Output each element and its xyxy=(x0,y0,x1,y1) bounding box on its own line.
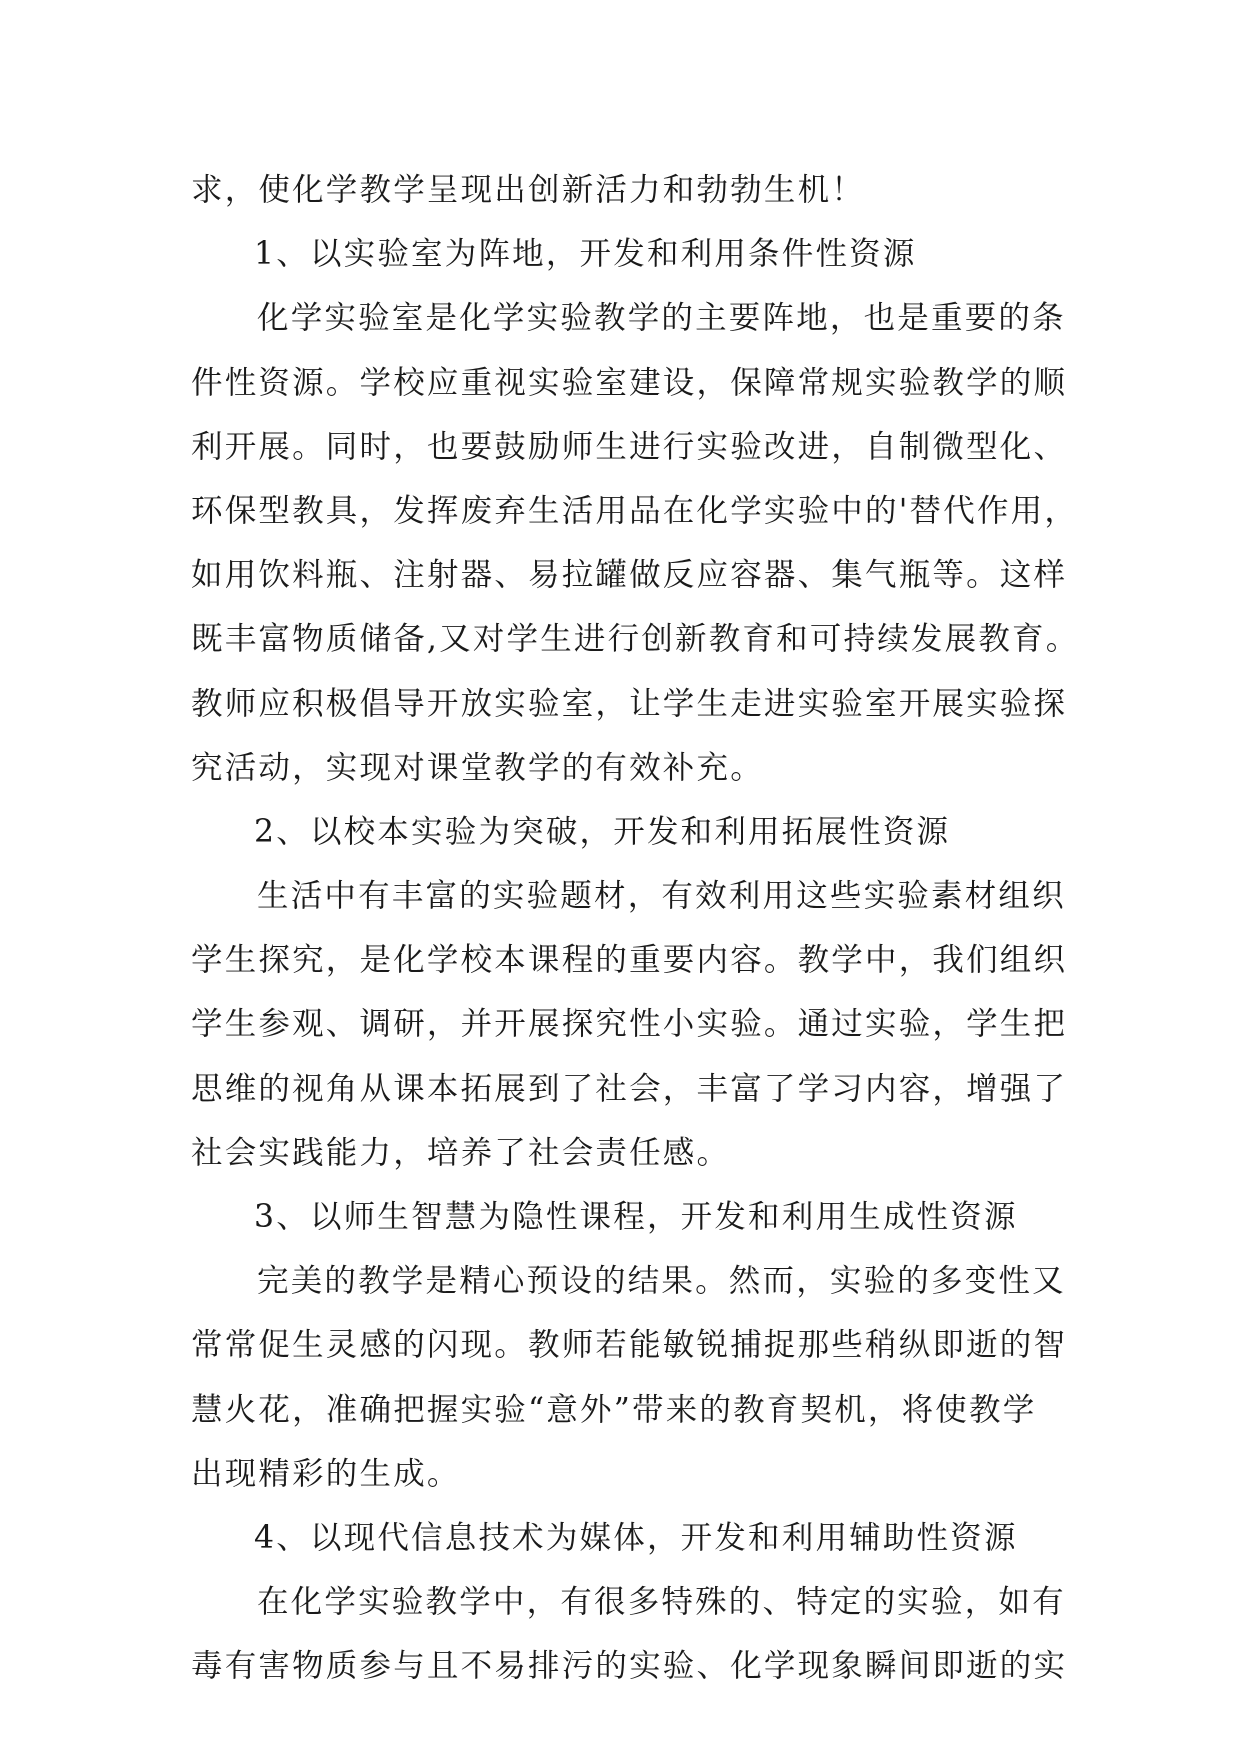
text-line: 毒有害物质参与且不易排污的实验、化学现象瞬间即逝的实 xyxy=(191,1648,1068,1685)
section-heading-4: 4、以现代信息技术为媒体，开发和利用辅助性资源 xyxy=(254,1519,1018,1556)
document-body xyxy=(191,158,1080,1699)
text-line: 学生参观、调研，并开展探究性小实验。通过实验，学生把 xyxy=(191,1006,1068,1043)
section-heading-3: 3、以师生智慧为隐性课程，开发和利用生成性资源 xyxy=(254,1199,1018,1235)
text-line: 出现精彩的生成。 xyxy=(191,1455,461,1492)
paragraph-start: 生活中有丰富的实验题材，有效利用这些实验素材组织 xyxy=(257,878,1066,915)
text-line: 如用饮料瓶、注射器、易拉罐做反应容器、集气瓶等。这样 xyxy=(191,557,1068,594)
text-line: 利开展。同时，也要鼓励师生进行实验改进，自制微型化、 xyxy=(191,428,1068,465)
text-line: 常常促生灵感的闪现。教师若能敏锐捕捉那些稍纵即逝的智 xyxy=(191,1327,1068,1364)
text-line: 思维的视角从课本拓展到了社会，丰富了学习内容，增强了 xyxy=(191,1070,1068,1107)
text-line: 件性资源。学校应重视实验室建设，保障常规实验教学的顺 xyxy=(191,364,1068,401)
text-line: 慧火花，准确把握实验“意外”带来的教育契机，将使教学 xyxy=(191,1391,1037,1428)
text-line: 究活动，实现对课堂教学的有效补充。 xyxy=(191,749,764,786)
text-line: 既丰富物质储备,又对学生进行创新教育和可持续发展教育。 xyxy=(191,621,1080,658)
paragraph-start: 在化学实验教学中，有很多特殊的、特定的实验，如有 xyxy=(257,1584,1066,1621)
text-line: 学生探究，是化学校本课程的重要内容。教学中，我们组织 xyxy=(191,942,1068,979)
paragraph-start: 完美的教学是精心预设的结果。然而，实验的多变性又 xyxy=(257,1263,1066,1300)
text-line: 环保型教具，发挥废弃生活用品在化学实验中的'替代作用， xyxy=(191,492,1079,529)
section-heading-1: 1、以实验室为阵地，开发和利用条件性资源 xyxy=(254,236,917,273)
text-line: 教师应积极倡导开放实验室，让学生走进实验室开展实验探 xyxy=(191,685,1068,722)
text-line: 社会实践能力，培养了社会责任感。 xyxy=(191,1134,731,1171)
paragraph-start: 化学实验室是化学实验教学的主要阵地，也是重要的条 xyxy=(257,300,1066,337)
text-line: 求，使化学教学呈现出创新活力和勃勃生机！ xyxy=(191,172,866,208)
section-heading-2: 2、以校本实验为突破，开发和利用拓展性资源 xyxy=(254,813,951,850)
